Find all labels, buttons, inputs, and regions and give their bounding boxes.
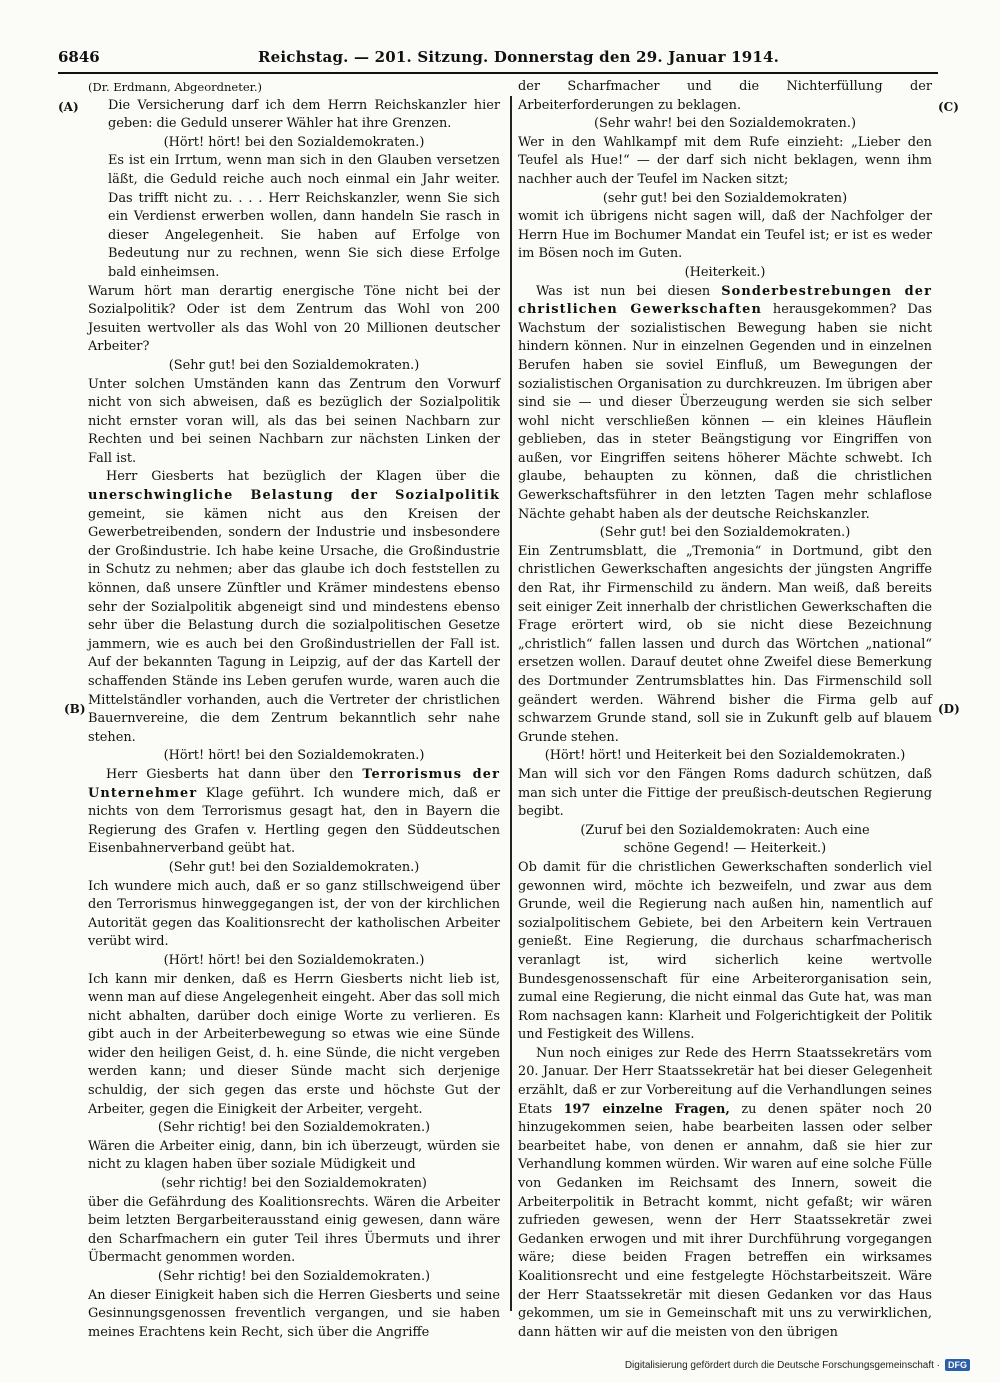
interjection: (Hört! hört! bei den Sozialdemokraten.) [163,748,425,764]
text-run: Nun noch einiges zur Rede des Herrn Staatssekretärs vom 20. Januar. Der Herr Staatssekretär hat bei dieser Gelegenheit erzählt, daß er zur Vorbereitung auf die Verhandlungen seines Etats [518,1045,932,1117]
interjection: (Heiterkeit.) [684,264,766,280]
margin-marker-d: (D) [938,702,960,716]
interjection: (Sehr richtig! bei den Sozialdemokraten.) [157,1120,431,1136]
paragraph: Wer in den Wahlkampf mit dem Rufe einzieht: „Lieber den Teufel als Hue!“ — der darf sich nicht beklagen, wenn ihm nachher auch der Teufel im Nacken sitzt; [518,134,932,187]
paragraph: der Scharfmacher und die Nichterfüllung der Arbeiterforderungen zu beklagen. [518,79,932,113]
interjection: (Hört! hört! bei den Sozialdemokraten.) [163,952,425,968]
interjection: (Sehr gut! bei den Sozialdemokraten.) [168,859,420,875]
paragraph: Es ist ein Irrtum, wenn man sich in den Glauben versetzen läßt, die Geduld reiche auch noch einmal ein Jahr weiter. Das trifft nicht zu. . . . Herr Reichskanzler, wenn Sie sich ein Verdienst erwerben wollen, dann handeln Sie rasch in dieser Angelegenheit. Sie haben auf Erfolge von Bedeutung nur zu rechnen, wenn Sie sich diese Erfolge bald einheimsen. [108,153,500,280]
margin-marker-a: (A) [58,100,79,114]
paragraph: Wären die Arbeiter einig, dann, bin ich überzeugt, würden sie nicht zu klagen haben über soziale Müdigkeit und [88,1138,500,1173]
emphasis: Terrorismus der Unternehmer [88,766,500,801]
dfg-logo: DFG [945,1359,970,1371]
margin-marker-b: (B) [64,702,86,716]
paragraph: Ich wundere mich auch, daß er so ganz stillschweigend über den Terrorismus hinweggegangen ist, der von der kirchlichen Autorität gegen das Koalitionsrecht der katholischen Arbeiter verübt wird. [88,878,500,950]
interjection: (Sehr gut! bei den Sozialdemokraten.) [168,357,420,373]
text-run: herausgekommen? Das Wachstum der sozialistischen Bewegung haben sie nicht hindern können. Nur in einzelnen Gegenden und in einzelnen Berufen haben sie soviel Einfluß, um Bewegungen der sozialistischen Organisation zu durchkreuzen. Im übrigen aber sind sie — und dieser Überzeugung werden sie sich selber wohl nicht verschließen können — ein kleines Häuflein geblieben, das in steter Beängstigung vor Eingriffen von außen, vor Eingriffen seitens höherer Mächte schwebt. Ich glaube, behaupten zu können, daß die christlichen Gewerkschaftsführer in den letzten Tagen mehr schlaflose Nächte gehabt haben als der deutsche Reichskanzler. [518,302,932,522]
paragraph: Unter solchen Umständen kann das Zentrum den Vorwurf nicht von sich abweisen, daß es bezüglich der Sozialpolitik nicht ernster voran will, als das bei seinen Nachbarn zur Rechten und bei seinen Nachbarn zur nächsten Linken der Fall ist. [88,376,500,466]
running-title: Reichstag. — 201. Sitzung. Donnerstag den 29. Januar 1914. [258,48,780,66]
text-run: Klage geführt. Ich wundere mich, daß er nichts von dem Terrorismus gesagt hat, den in Bayern die Regierung des Grafen v. Hertling gegen den Süddeutschen Eisenbahnerverband geübt hat. [88,785,500,857]
interjection: (Sehr richtig! bei den Sozialdemokraten.) [157,1269,431,1284]
interjection: (Zuruf bei den Sozialdemokraten: Auch eine [580,822,870,838]
paragraph: Ich kann mir denken, daß es Herrn Giesberts nicht lieb ist, wenn man auf diese Angelegenheit eingeht. Aber das soll mich nicht abhalten, darüber doch einige Worte zu verlieren. Es gibt auch in der Arbeiterbewegung so etwas wie eine Sünde wider den heiligen Geist, d. h. eine Sünde, die nicht vergeben werden kann; und dieser Sünde macht sich derjenige schuldig, der sich gegen das erste und höchste Gut der Arbeiter, gegen die Einigkeit der Arbeiter, vergeht. [88,971,500,1117]
page-number: 6846 [58,48,100,66]
paragraph: An dieser Einigkeit haben sich die Herren Giesberts und seine Gesinnungsgenossen freventlich vergangen, und sie haben meines Erachtens kein Recht, sich über die Angriffe [88,1287,500,1340]
paragraph: Man will sich vor den Fängen Roms dadurch schützen, daß man sich unter die Fittige der preußisch-deutschen Regierung begibt. [518,766,932,820]
text-run: zu denen später noch 20 hinzugekommen seien, habe bearbeiten lassen oder selber bearbeitet habe, von denen er annahm, daß sie hier zur Verhandlung kommen würden. Wir waren auf eine solche Fülle von Gedanken im Reichsamt des Innern, soweit die Arbeiterpolitik in Betracht kommt, nicht gefaßt; wir wären zufrieden gewesen, wenn der Herr Staatssekretär zwei Gedanken erwogen und mit ihrer Durchführung vorgegangen wäre; diese beiden Fragen betreffen ein wirksames Koalitionsrecht und eine festgelegte Höchstarbeitszeit. Wäre der Herr Staatssekretär mit diesen Gedanken vor das Haus gekommen, um sie in Gemeinschaft mit uns zu verwirklichen, dann hätten wir auf die meisten von den übrigen [518,1101,932,1340]
paragraph [88,766,500,859]
quoted-passage-1 [88,97,500,134]
paragraph [88,468,500,747]
header-rule [58,72,938,74]
left-column [88,78,500,1342]
interjection: (sehr richtig! bei den Sozialdemokraten) [161,1176,427,1192]
emphasis: Sonderbestrebungen der christlichen Gewerkschaften [518,283,932,318]
text-run: gemeint, sie kämen nicht aus den Kreisen der Gewerbetreibenden, sondern der Industrie und insbesondere der Großindustrie. Ich habe keine Ursache, die Großindustrie in Schutz zu nehmen; aber das glaube ich doch feststellen zu können, daß unsere Zünftler und Krämer mindestens ebenso sehr der Sozialpolitik abgeneigt sind und mindestens ebenso sehr über die Belastung durch die sozialpolitischen Gesetze jammern, wie es auch bei den Großindustriellen der Fall ist. Auf der bekannten Tagung in Leipzig, auf der das Kartell der schaffenden Stände ins Leben gerufen wurde, waren auch die Mittelständler vorhanden, auch die Vertreter der christlichen Bauernvereine, die dem Zentrum bekanntlich sehr nahe stehen. [88,506,500,745]
text-run: Herr Giesberts hat bezüglich der Klagen über die [106,469,500,485]
speaker-note: (Dr. Erdmann, Abgeordneter.) [88,80,263,94]
quoted-passage-2 [88,152,500,282]
emphasis: 197 einzelne Fragen, [563,1101,730,1117]
text-run: Herr Giesberts hat dann über den [106,766,363,782]
paragraph: Ein Zentrumsblatt, die „Tremonia“ in Dortmund, gibt den christlichen Gewerkschaften angesichts der jüngsten Angriffe den Rat, ihr Firmenschild zu ändern. Man weiß, daß bereits seit einiger Zeit innerhalb der christlichen Gewerkschaften die Frage erörtert wird, ob sie nicht diese Bezeichnung „christlich“ fallen lassen und durch das Wörtchen „national“ ersetzen wollen. Darauf deutet ohne Zweifel diese Bemerkung des Dortmunder Zentrumsblattes hin. Das Firmenschild soll geändert werden. Während bisher die Firma gelb auf schwarzem Grunde stand, soll sie in Zukunft gelb auf blauem Grunde stehen. [518,543,932,745]
text-run: Was ist nun bei diesen [536,283,722,299]
interjection: schöne Gegend! — Heiterkeit.) [623,841,827,857]
paragraph: womit ich übrigens nicht sagen will, daß der Nachfolger der Herrn Hue im Bochumer Mandat ein Teufel ist; er ist es weder im Bösen noch im Guten. [518,209,932,262]
interjection: (Hört! hört! und Heiterkeit bei den Sozialdemokraten.) [544,748,906,764]
paragraph [518,283,932,525]
digitization-credit [625,1359,970,1371]
paragraph: über die Gefährdung des Koalitionsrechts. Wären die Arbeiter beim letzten Bergarbeiterausstand einig gewesen, dann wäre den Scharfmachern ein guter Teil ihres Übermuts und ihrer Übermacht genommen worden. [88,1194,500,1266]
interjection: (sehr gut! bei den Sozialdemokraten) [602,190,848,206]
credit-text: Digitalisierung gefördert durch die Deutsche Forschungsgemeinschaft · [624,1359,940,1371]
paragraph: Die Versicherung darf ich dem Herrn Reichskanzler hier geben: die Geduld unserer Wähler hat ihre Grenzen. [108,97,500,132]
paragraph [518,1045,932,1343]
right-column [518,78,932,1342]
interjection: (Sehr gut! bei den Sozialdemokraten.) [599,525,851,541]
emphasis: unerschwingliche Belastung der Sozialpolitik [88,488,500,504]
paragraph: Ob damit für die christlichen Gewerkschaften sonderlich viel gewonnen wird, möchte ich bezweifeln, und zwar aus dem Grunde, weil die Regierung nach außen hin, namentlich auf sozialpolitischem Gebiete, bei den Arbeitern kein Vertrauen genießt. Eine Regierung, die durchaus scharfmacherisch veranlagt ist, wird sicherlich keine wertvolle Bundesgenossenschaft für eine Arbeiterorganisation sein, zumal eine Regierung, die nicht einmal das Gute hat, was man Rom nachsagen kann: Klarheit und Folgerichtigkeit der Politik und Festigkeit des Willens. [518,859,932,1043]
column-divider [510,96,512,1311]
interjection: (Hört! hört! bei den Sozialdemokraten.) [163,134,425,150]
margin-marker-c: (C) [938,100,959,114]
paragraph: Warum hört man derartig energische Töne nicht bei der Sozialpolitik? Oder ist dem Zentrum das Wohl von 200 Jesuiten wertvoller als das Wohl von 20 Millionen deutscher Arbeiter? [88,283,500,355]
page-header [58,48,938,70]
interjection: (Sehr wahr! bei den Sozialdemokraten.) [594,116,856,132]
